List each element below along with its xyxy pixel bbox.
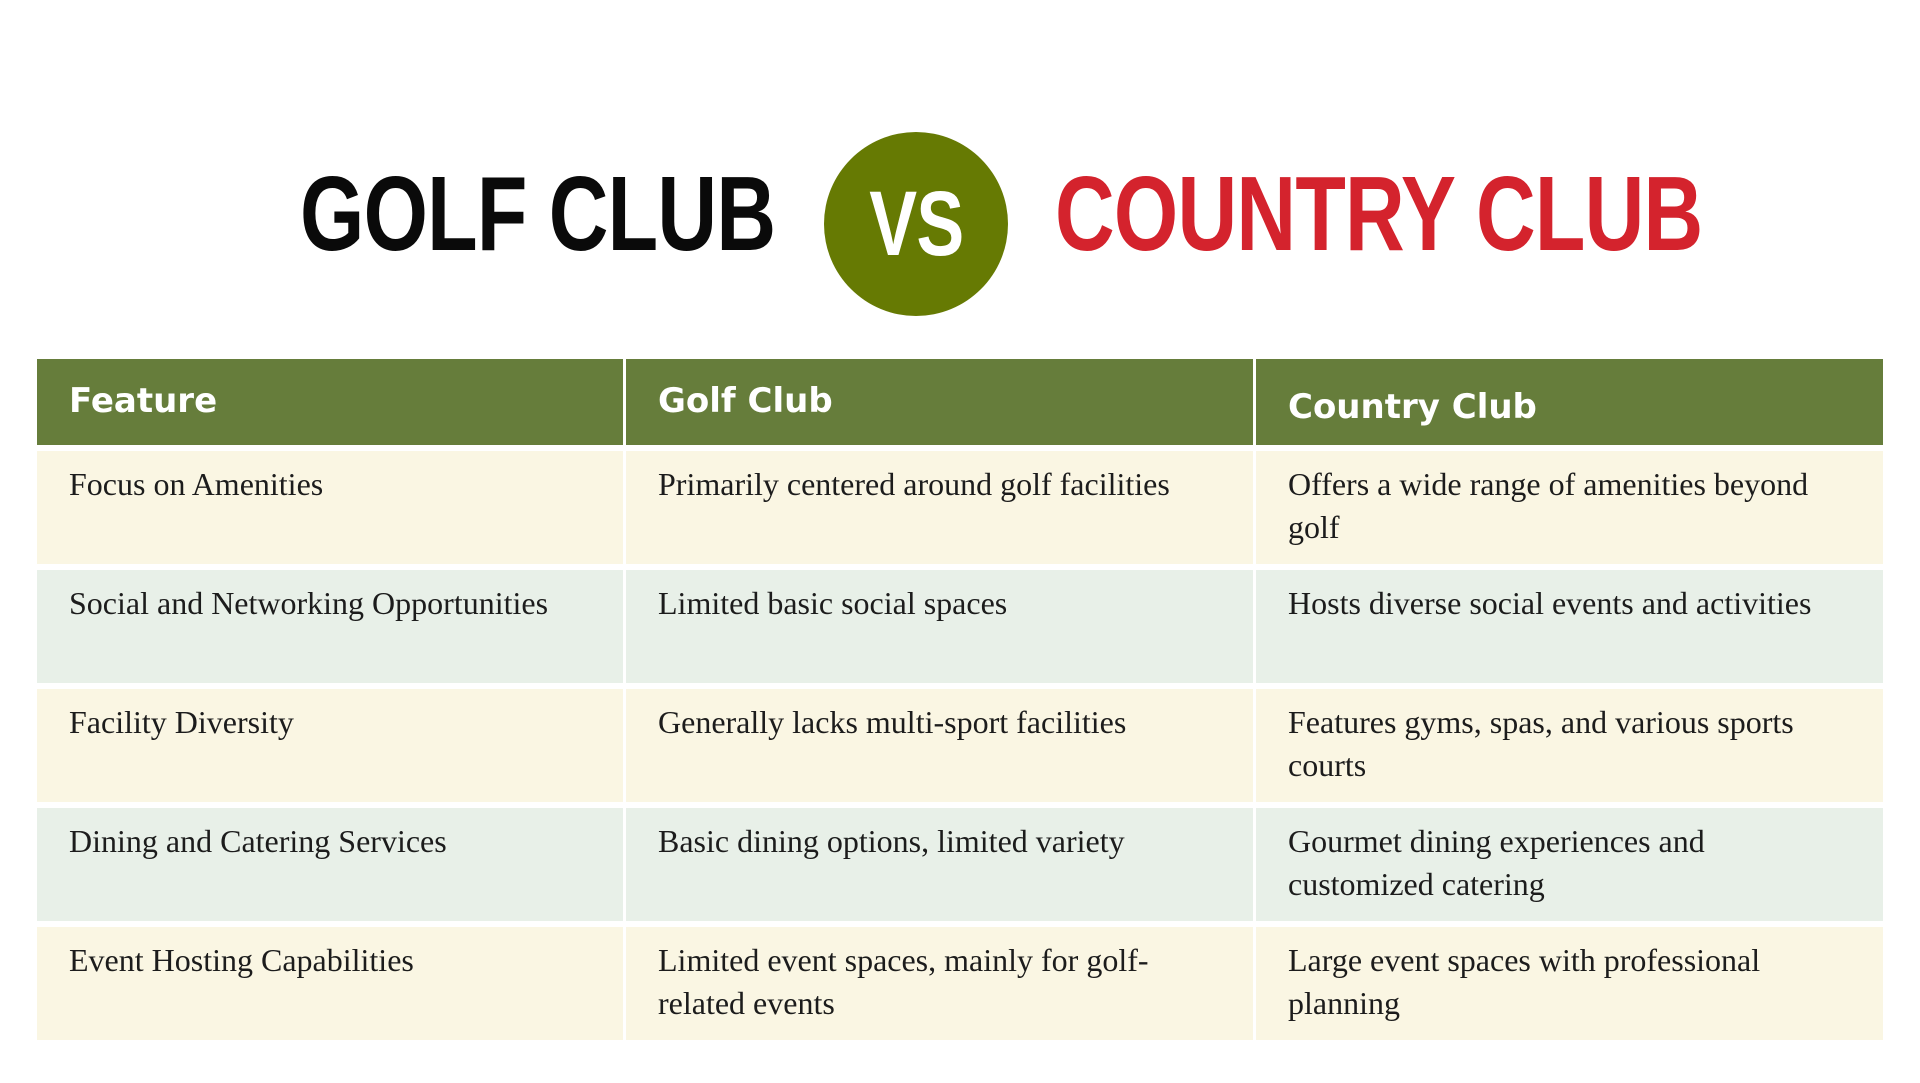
table-cell-golf: Generally lacks multi-sport facilities (626, 689, 1253, 802)
table-cell-golf: Basic dining options, limited variety (626, 808, 1253, 921)
table-cell-feature: Dining and Catering Services (37, 808, 623, 921)
title-country-club: COUNTRY CLUB (1055, 155, 1703, 273)
table-cell-feature: Social and Networking Opportunities (37, 570, 623, 683)
table-cell-country: Hosts diverse social events and activities (1256, 570, 1883, 683)
table-cell-country: Gourmet dining experiences and customized catering (1256, 808, 1883, 921)
table-cell-country: Large event spaces with professional planning (1256, 927, 1883, 1040)
table-cell-golf: Limited event spaces, mainly for golf-related events (626, 927, 1253, 1040)
vs-label: VS (868, 172, 964, 275)
title-golf-club: GOLF CLUB (299, 155, 775, 273)
table-cell-country: Offers a wide range of amenities beyond golf (1256, 451, 1883, 564)
header-country-club: Country Club (1256, 359, 1883, 445)
table-cell-country: Features gyms, spas, and various sports courts (1256, 689, 1883, 802)
header-golf-club: Golf Club (626, 359, 1253, 445)
header-feature: Feature (37, 359, 623, 445)
table-cell-golf: Primarily centered around golf facilities (626, 451, 1253, 564)
title-row (0, 132, 1920, 318)
table-cell-feature: Facility Diversity (37, 689, 623, 802)
table-cell-feature: Event Hosting Capabilities (37, 927, 623, 1040)
vs-badge (824, 132, 1008, 316)
table-cell-feature: Focus on Amenities (37, 451, 623, 564)
comparison-table (37, 359, 1883, 1040)
table-cell-golf: Limited basic social spaces (626, 570, 1253, 683)
